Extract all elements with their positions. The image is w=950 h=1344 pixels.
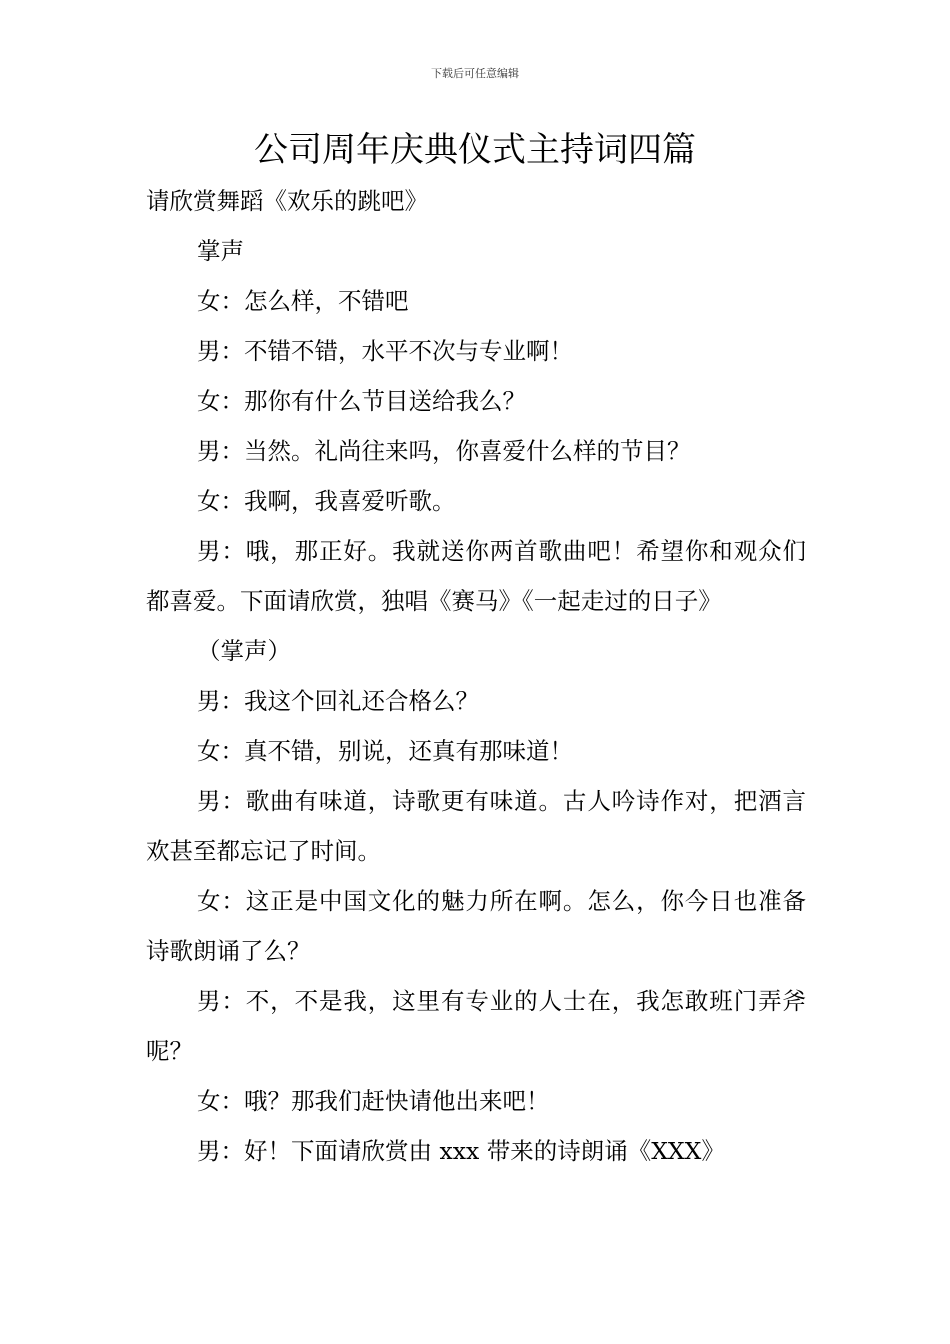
paragraph-2: 掌声 [197,237,244,265]
document-body [146,176,806,1176]
paragraph-10: 男：我这个回礼还合格么？ [197,687,479,715]
paragraph-7: 女：我啊，我喜爱听歌。 [197,487,456,515]
paragraph-5: 女：那你有什么节目送给我么？ [197,387,526,415]
document-title: 公司周年庆典仪式主持词四篇 [254,130,696,170]
header-note: 下载后可任意编辑 [431,67,519,80]
paragraph-9: （掌声） [197,637,291,665]
paragraph-14: 男：不，不是我，这里有专业的人士在，我怎敢班门弄斧呢？ [146,987,806,1065]
paragraph-8: 男：哦，那正好。我就送你两首歌曲吧！希望你和观众们都喜爱。下面请欣赏，独唱《赛马》《一起走过的日子》 [146,537,806,615]
paragraph-3: 女：怎么样，不错吧 [197,287,409,315]
paragraph-12: 男：歌曲有味道，诗歌更有味道。古人吟诗作对，把酒言欢甚至都忘记了时间。 [146,787,806,865]
paragraph-4: 男：不错不错，水平不次与专业啊！ [197,337,573,365]
paragraph-15: 女：哦？那我们赶快请他出来吧！ [197,1087,550,1115]
paragraph-6: 男：当然。礼尚往来吗，你喜爱什么样的节目？ [197,437,691,465]
paragraph-13: 女：这正是中国文化的魅力所在啊。怎么，你今日也准备诗歌朗诵了么？ [146,887,806,965]
paragraph-16: 男：好！下面请欣赏由 xxx 带来的诗朗诵《XXX》 [197,1137,725,1165]
paragraph-11: 女：真不错，别说，还真有那味道！ [197,737,573,765]
paragraph-1: 请欣赏舞蹈《欢乐的跳吧》 [146,187,428,215]
